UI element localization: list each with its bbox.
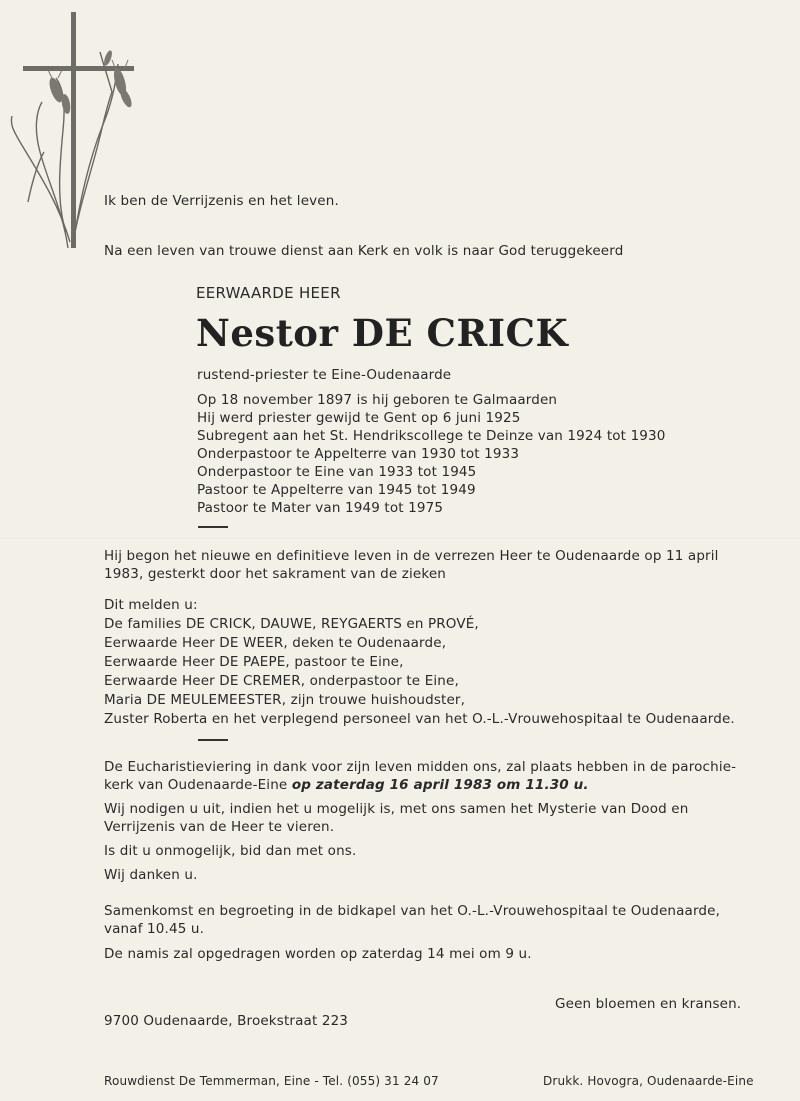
separator (198, 526, 228, 528)
last-name: DE CRICK (351, 311, 569, 355)
thanks-line: Wij danken u. (104, 867, 198, 883)
announcer: Eerwaarde Heer DE CREMER, onderpastoor te Eine, (104, 673, 459, 689)
announcer: Eerwaarde Heer DE PAEPE, pastoor te Eine, (104, 654, 404, 670)
paper-fold (0, 538, 800, 540)
bio-line: Onderpastoor te Eine van 1933 tot 1945 (197, 464, 477, 480)
service-datetime: op zaterdag 16 april 1983 om 11.30 u. (291, 777, 589, 793)
announcer: Maria DE MEULEMEESTER, zijn trouwe huishoudster, (104, 692, 466, 708)
service-location: kerk van Oudenaarde-Eine (104, 777, 292, 793)
separator (198, 739, 228, 741)
service-line (104, 776, 589, 794)
bio-line: Hij werd priester gewijd te Gent op 6 juni 1925 (197, 410, 521, 426)
bio-line: Subregent aan het St. Hendrikscollege te Deinze van 1924 tot 1930 (197, 428, 666, 444)
invitation-line: Wij nodigen u uit, indien het u mogelijk is, met ons samen het Mysterie van Dood en (104, 801, 689, 817)
deceased-name (196, 311, 568, 355)
service-line: De Eucharistieviering in dank voor zijn leven midden ons, zal plaats hebben in de parochie- (104, 759, 737, 775)
bio-line: Op 18 november 1897 is hij geboren te Galmaarden (197, 392, 558, 408)
bio-line: Onderpastoor te Appelterre van 1930 tot 1933 (197, 446, 520, 462)
no-flowers: Geen bloemen en kransen. (555, 996, 742, 1012)
death-notice-line: 1983, gesterkt door het sakrament van de zieken (104, 566, 446, 582)
role: rustend-priester te Eine-Oudenaarde (197, 367, 452, 383)
announcer: De families DE CRICK, DAUWE, REYGAERTS en PROVÉ, (104, 616, 479, 632)
death-notice-line: Hij begon het nieuwe en definitieve leven in de verrezen Heer te Oudenaarde op 11 april (104, 548, 719, 564)
gathering-line: Samenkomst en begroeting in de bidkapel van het O.-L.-Vrouwehospitaal te Oudenaarde, (104, 903, 721, 919)
pray-line: Is dit u onmogelijk, bid dan met ons. (104, 843, 357, 859)
honorific: EERWAARDE HEER (196, 284, 341, 302)
announcer: Zuster Roberta en het verplegend personeel van het O.-L.-Vrouwehospitaal te Oudenaarde. (104, 711, 735, 727)
announce-label: Dit melden u: (104, 597, 198, 613)
funeral-service: Rouwdienst De Temmerman, Eine - Tel. (055) 31 24 07 (104, 1074, 439, 1088)
first-name: Nestor (196, 311, 339, 355)
invitation-line: Verrijzenis van de Heer te vieren. (104, 819, 335, 835)
gathering-line: vanaf 10.45 u. (104, 921, 205, 937)
bio-line: Pastoor te Appelterre van 1945 tot 1949 (197, 482, 476, 498)
printer: Drukk. Hovogra, Oudenaarde-Eine (543, 1074, 754, 1088)
announcer: Eerwaarde Heer DE WEER, deken te Oudenaarde, (104, 635, 447, 651)
bio-line: Pastoor te Mater van 1949 tot 1975 (197, 500, 444, 516)
address: 9700 Oudenaarde, Broekstraat 223 (104, 1013, 349, 1029)
requiem-line: De namis zal opgedragen worden op zaterdag 14 mei om 9 u. (104, 946, 532, 962)
intro-text: Na een leven van trouwe dienst aan Kerk en volk is naar God teruggekeerd (104, 243, 624, 259)
cross-wheat-icon (8, 12, 138, 252)
motto: Ik ben de Verrijzenis en het leven. (104, 193, 339, 209)
